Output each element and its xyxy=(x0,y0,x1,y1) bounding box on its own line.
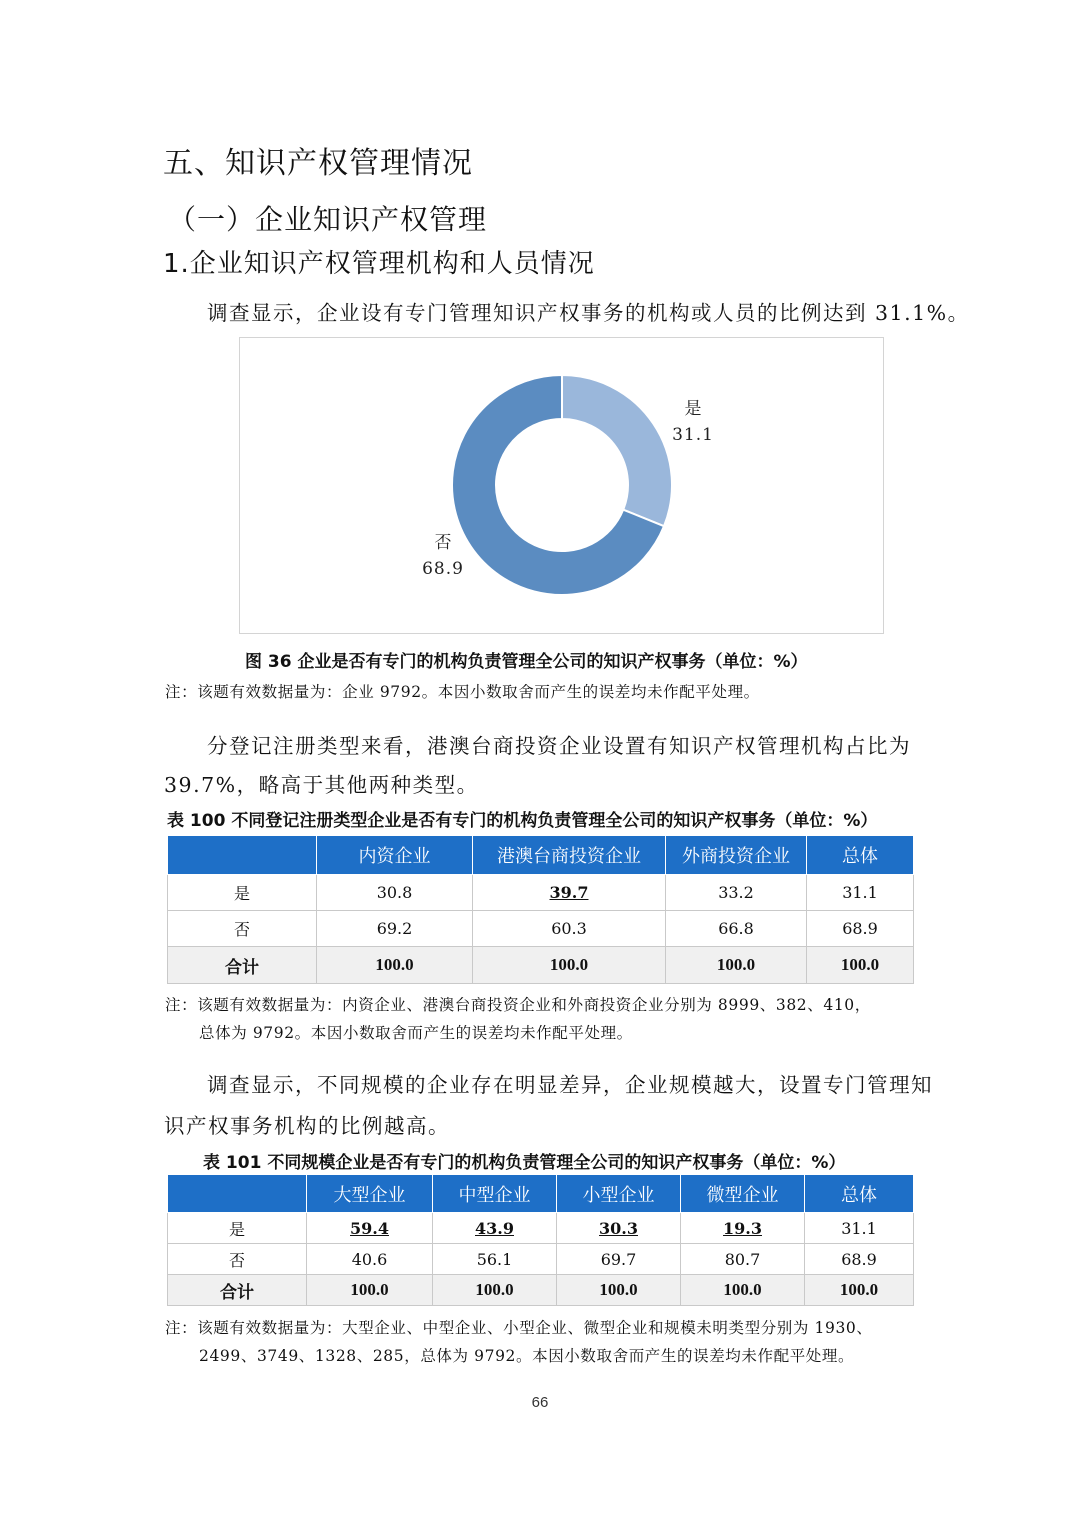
table-row xyxy=(168,1244,914,1275)
row-label: 合计 xyxy=(168,947,317,984)
note-1: 注：该题有效数据量为：企业 9792。本因小数取舍而产生的误差均未作配平处理。 xyxy=(165,683,760,701)
table-row xyxy=(168,875,914,911)
table-cell: 68.9 xyxy=(805,1244,914,1275)
table-cell: 30.8 xyxy=(317,875,473,911)
table-row xyxy=(168,1213,914,1244)
table100-caption: 表 100 不同登记注册类型企业是否有专门的机构负责管理全公司的知识产权事务（单位：%） xyxy=(167,811,878,831)
note-2-line-2: 总体为 9792。本因小数取舍而产生的误差均未作配平处理。 xyxy=(199,1024,633,1042)
row-label: 合计 xyxy=(168,1275,307,1306)
table100-header-cell: 总体 xyxy=(807,836,914,875)
table-cell: 100.0 xyxy=(473,947,666,984)
table-cell: 40.6 xyxy=(307,1244,433,1275)
table-cell: 56.1 xyxy=(433,1244,557,1275)
paragraph-1: 调查显示，企业设有专门管理知识产权事务的机构或人员的比例达到 31.1%。 xyxy=(207,301,970,325)
table101 xyxy=(167,1174,914,1306)
table-cell: 39.7 xyxy=(473,875,666,911)
table-cell: 100.0 xyxy=(433,1275,557,1306)
chart-caption: 图 36 企业是否有专门的机构负责管理全公司的知识产权事务（单位：%） xyxy=(245,652,808,672)
table100-header-cell: 内资企业 xyxy=(317,836,473,875)
slice-label-yes: 是 xyxy=(684,399,702,419)
chart-frame xyxy=(239,337,884,634)
note-3-line-2: 2499、3749、1328、285，总体为 9792。本因小数取舍而产生的误差均未作配平处理。 xyxy=(199,1347,855,1365)
donut-chart xyxy=(240,338,883,633)
table-cell: 100.0 xyxy=(557,1275,681,1306)
table-cell: 19.3 xyxy=(681,1213,805,1244)
table-cell: 59.4 xyxy=(307,1213,433,1244)
slice-value-no: 68.9 xyxy=(422,559,464,579)
slice-value-yes: 31.1 xyxy=(672,425,714,445)
table-cell: 68.9 xyxy=(807,911,914,947)
table101-header-cell: 中型企业 xyxy=(433,1175,557,1213)
table100-header-cell: 外商投资企业 xyxy=(666,836,807,875)
table-row xyxy=(168,911,914,947)
table-cell: 30.3 xyxy=(557,1213,681,1244)
row-label: 是 xyxy=(168,1213,307,1244)
subsubsection-title: 1.企业知识产权管理机构和人员情况 xyxy=(163,249,595,279)
table101-header-cell: 小型企业 xyxy=(557,1175,681,1213)
subsection-title: （一）企业知识产权管理 xyxy=(168,203,488,236)
table101-header-cell: 微型企业 xyxy=(681,1175,805,1213)
table-cell: 100.0 xyxy=(317,947,473,984)
table-cell: 69.2 xyxy=(317,911,473,947)
table-cell: 100.0 xyxy=(807,947,914,984)
table-cell: 33.2 xyxy=(666,875,807,911)
paragraph-2-line-2: 39.7%，略高于其他两种类型。 xyxy=(164,773,479,797)
table100 xyxy=(167,835,914,984)
table-cell: 31.1 xyxy=(807,875,914,911)
table-cell: 100.0 xyxy=(805,1275,914,1306)
table-cell: 100.0 xyxy=(307,1275,433,1306)
table101-header-corner xyxy=(168,1175,307,1213)
table100-header-cell: 港澳台商投资企业 xyxy=(473,836,666,875)
note-3-line-1: 注：该题有效数据量为：大型企业、中型企业、小型企业、微型企业和规模未明类型分别为 1930、 xyxy=(165,1319,873,1337)
row-label: 是 xyxy=(168,875,317,911)
paragraph-3-line-1: 调查显示，不同规模的企业存在明显差异，企业规模越大，设置专门管理知 xyxy=(207,1073,933,1097)
table-row-total xyxy=(168,947,914,984)
table-row-total xyxy=(168,1275,914,1306)
paragraph-2-line-1: 分登记注册类型来看，港澳台商投资企业设置有知识产权管理机构占比为 xyxy=(207,734,911,758)
slice-label-no: 否 xyxy=(434,533,452,553)
table101-header-row xyxy=(168,1175,914,1213)
table-cell: 80.7 xyxy=(681,1244,805,1275)
table101-caption: 表 101 不同规模企业是否有专门的机构负责管理全公司的知识产权事务（单位：%） xyxy=(203,1153,846,1173)
table101-header-cell: 大型企业 xyxy=(307,1175,433,1213)
table-cell: 60.3 xyxy=(473,911,666,947)
table100-header-corner xyxy=(168,836,317,875)
row-label: 否 xyxy=(168,1244,307,1275)
page-number: 66 xyxy=(531,1394,549,1411)
table-cell: 69.7 xyxy=(557,1244,681,1275)
section-title: 五、知识产权管理情况 xyxy=(163,146,473,181)
table-cell: 43.9 xyxy=(433,1213,557,1244)
donut-slice-yes xyxy=(562,375,672,526)
table100-header-row xyxy=(168,836,914,875)
note-2-line-1: 注：该题有效数据量为：内资企业、港澳台商投资企业和外商投资企业分别为 8999、382、410， xyxy=(165,996,871,1014)
row-label: 否 xyxy=(168,911,317,947)
table-cell: 100.0 xyxy=(666,947,807,984)
table-cell: 31.1 xyxy=(805,1213,914,1244)
table101-header-cell: 总体 xyxy=(805,1175,914,1213)
table-cell: 100.0 xyxy=(681,1275,805,1306)
paragraph-3-line-2: 识产权事务机构的比例越高。 xyxy=(164,1114,450,1138)
table-cell: 66.8 xyxy=(666,911,807,947)
